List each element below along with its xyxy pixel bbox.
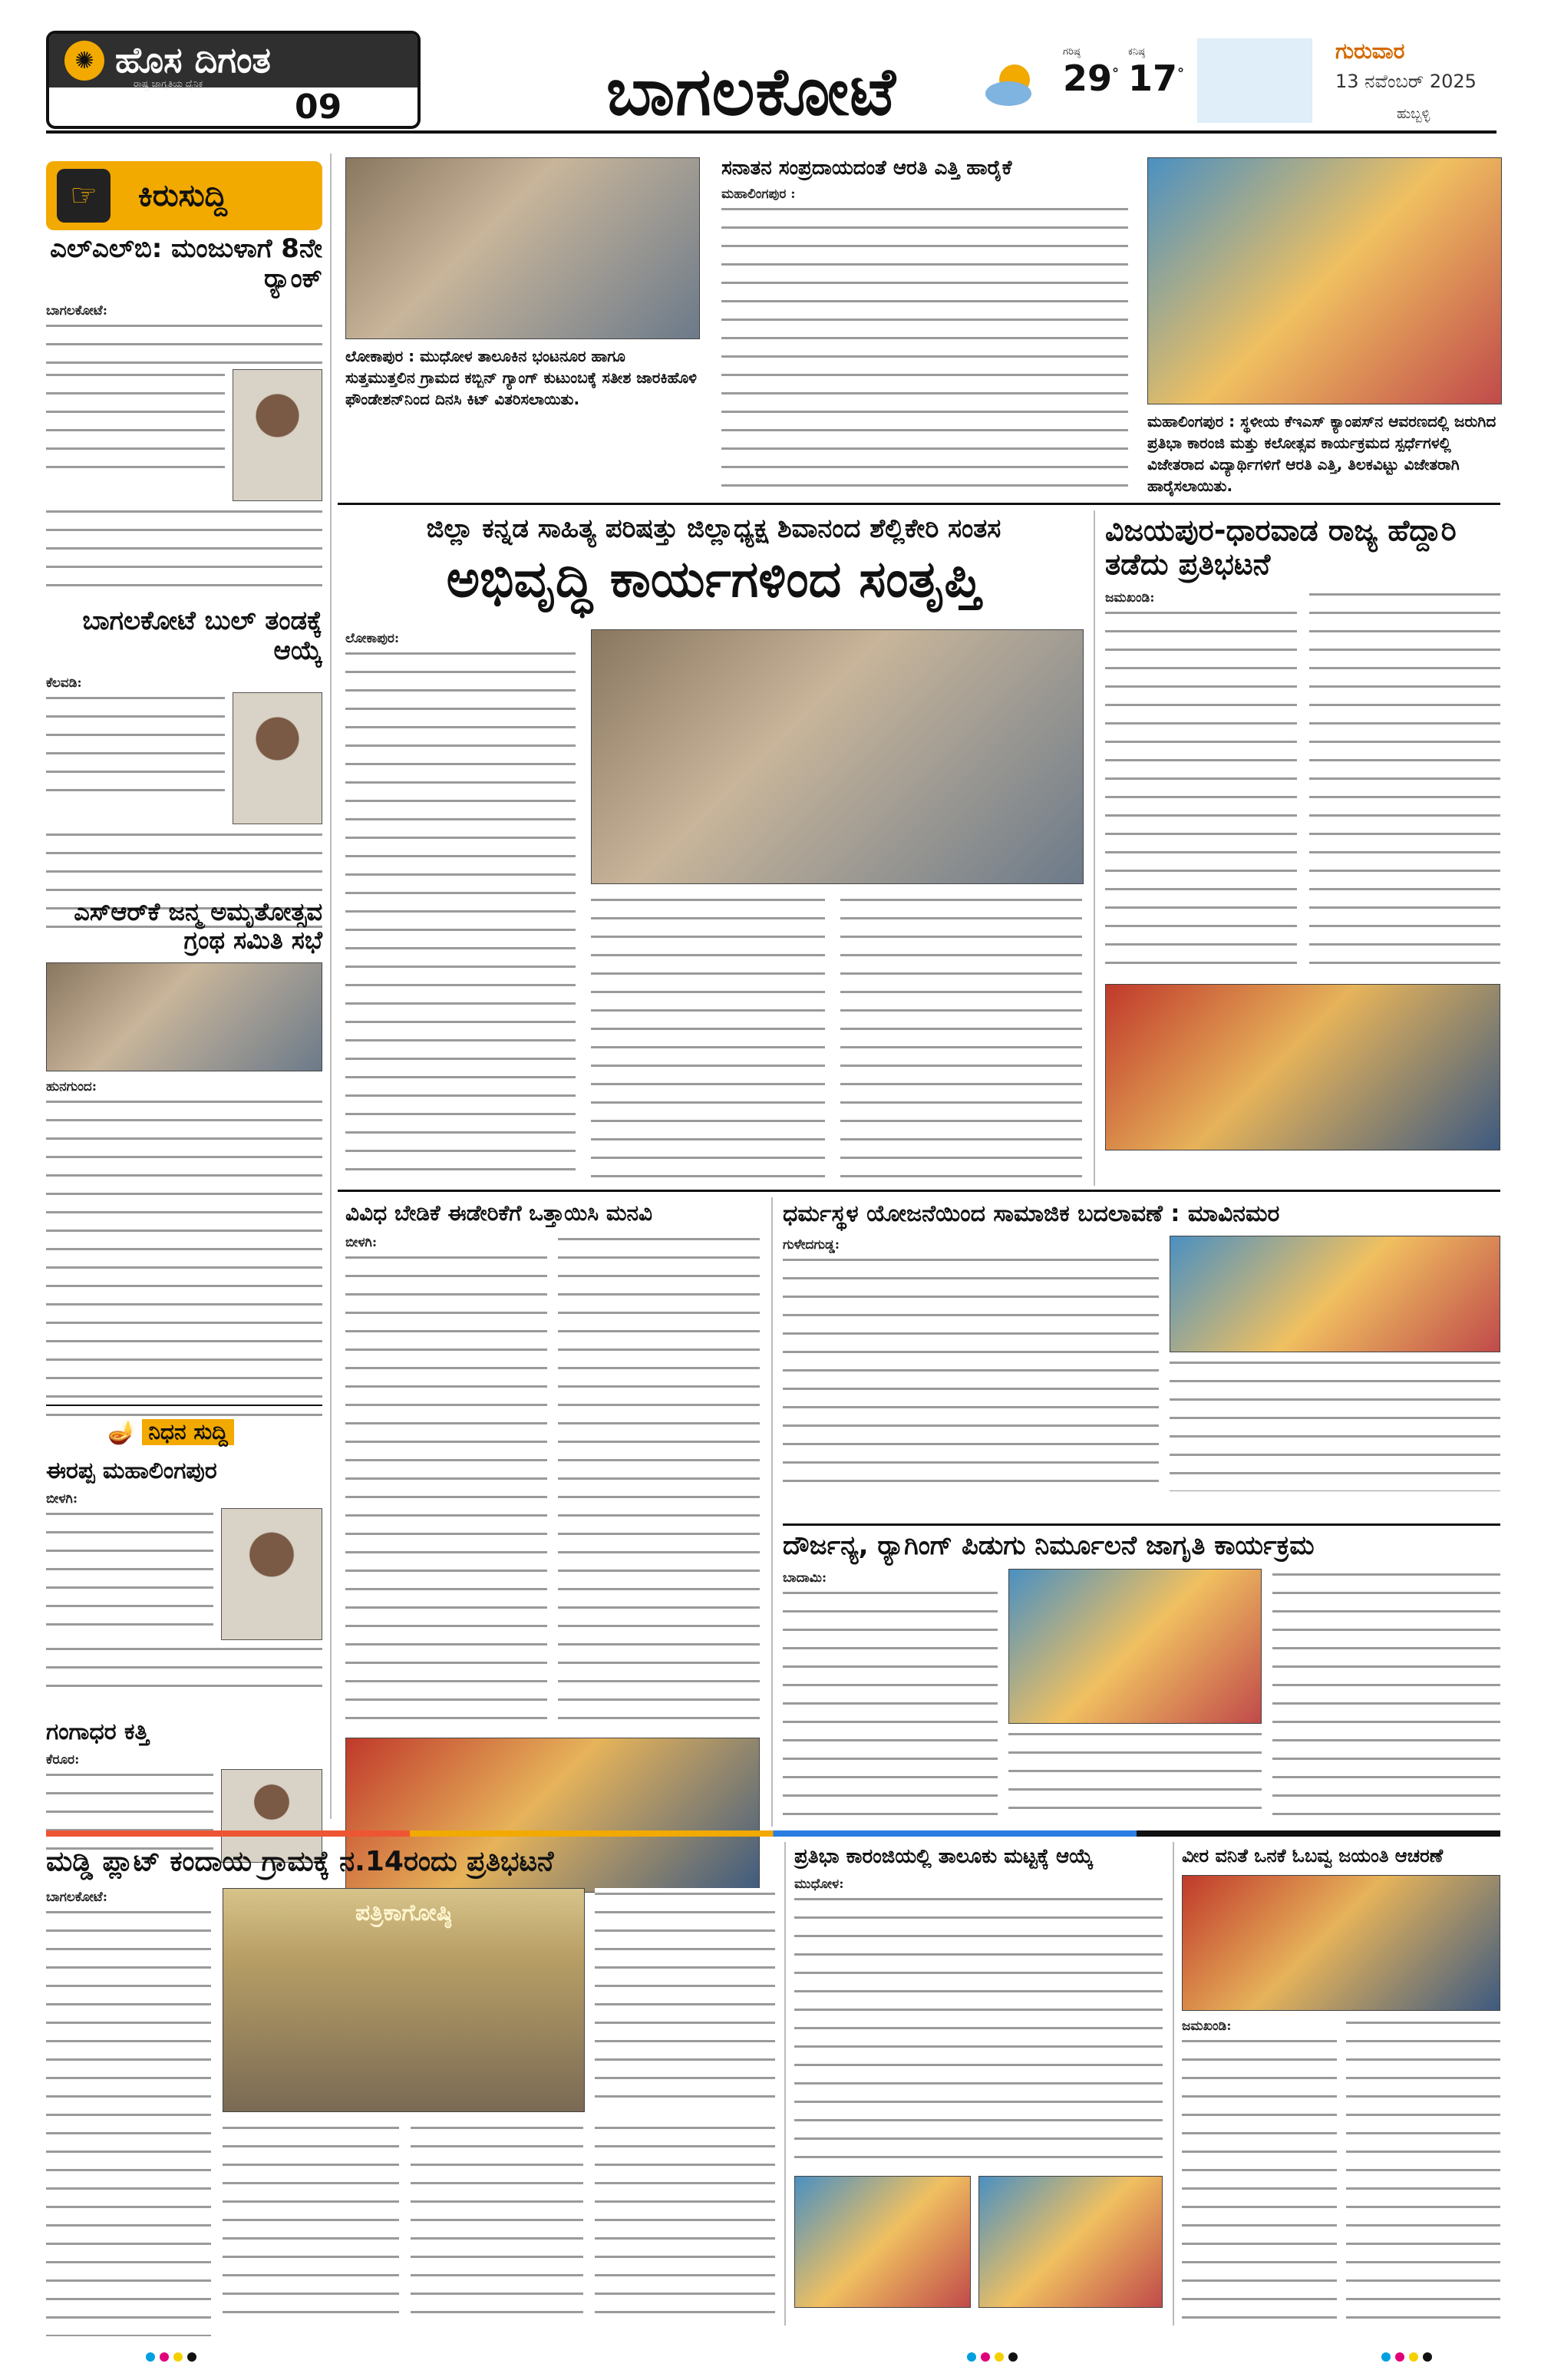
divider — [338, 503, 1500, 505]
brief-2 — [46, 606, 322, 929]
registration-marks — [967, 2352, 1018, 2362]
aarati-story: ಸನಾತನ ಸಂಪ್ರದಾಯದಂತೆ ಆರತಿ ಎತ್ತಿ ಹಾರೈಕೆ ಮಹಾಲಿಂಗಪುರ : — [721, 157, 1128, 510]
body-text — [223, 2122, 399, 2318]
lead-kicker: ಜಿಲ್ಲಾ ಕನ್ನಡ ಸಾಹಿತ್ಯ ಪರಿಷತ್ತು ಜಿಲ್ಲಾಧ್ಯಕ್ಷ ಶಿವಾನಂದ ಶೆಲ್ಲಿಕೇರಿ ಸಂತಸ — [426, 513, 1001, 544]
brief-1 — [46, 234, 322, 598]
portrait-photo — [233, 692, 322, 824]
lead-story — [345, 514, 1082, 609]
date-panel-bg — [1197, 38, 1312, 123]
news-photo-press-meet — [223, 1888, 585, 2112]
story-headline[interactable]: ಧರ್ಮಸ್ಥಳ ಯೋಜನೆಯಿಂದ ಸಾಮಾಜಿಕ ಬದಲಾವಣೆ : ಮಾವಿನಮರ — [783, 1200, 1280, 1227]
section-separator — [46, 1830, 1500, 1837]
brief-dateline: ಕೆಲವಡಿ: — [46, 675, 82, 692]
onake-story: ವೀರ ವನಿತೆ ಒನಕೆ ಓಬವ್ವ ಜಯಂತಿ ಆಚರಣೆ ಜಮಖಂಡಿ: — [1182, 1846, 1500, 2319]
brief-dateline: ಬಾಗಲಕೋಟೆ: — [46, 303, 107, 319]
maddi-story — [46, 1846, 775, 1877]
story-headline[interactable]: ವಿವಿಧ ಬೇಡಿಕೆ ಈಡೇರಿಕೆಗೆ ಒತ್ತಾಯಿಸಿ ಮನವಿ — [345, 1200, 653, 1226]
paper-logo[interactable] — [46, 31, 421, 129]
news-photo — [46, 962, 322, 1071]
registration-marks — [146, 2352, 196, 2362]
portrait-photo — [233, 369, 322, 501]
brief-title[interactable]: ಎಲ್‌ಎಲ್‌ಬಿ: ಮಂಜುಳಾಗೆ 8ನೇ ರ‍್ಯಾಂಕ್ — [50, 233, 322, 295]
story-headline[interactable]: ಸನಾತನ ಸಂಪ್ರದಾಯದಂತೆ ಆರತಿ ಎತ್ತಿ ಹಾರೈಕೆ — [721, 157, 1012, 180]
news-photo-jayanti — [1182, 1875, 1500, 2011]
edition-place: ಹುಬ್ಬಳ್ಳಿ — [1397, 106, 1430, 122]
column-rule — [1094, 510, 1095, 1186]
divider — [783, 1523, 1500, 1526]
page-number: 09 — [295, 87, 342, 127]
weather-sun-cloud-icon — [982, 54, 1044, 115]
obituary-name[interactable]: ಗಂಗಾಧರ ಕತ್ತಿ — [46, 1718, 149, 1745]
maddi-body: ಬಾಗಲಕೋಟೆ: — [46, 1888, 211, 2336]
demands-story: ವಿವಿಧ ಬೇಡಿಕೆ ಈಡೇರಿಕೆಗೆ ಒತ್ತಾಯಿಸಿ ಮನವಿ ಬೀಳಗಿ: — [345, 1201, 760, 1893]
obituary-name[interactable]: ಈರಪ್ಪ ಮಹಾಲಿಂಗಪುರ — [46, 1457, 217, 1484]
ragging-story: ದೌರ್ಜನ್ಯ, ರ‍್ಯಾಗಿಂಗ್ ಪಿಡುಗು ನಿರ್ಮೂಲನೆ ಜಾಗೃತಿ ಕಾರ್ಯಕ್ರಮ ಬಾದಾಮಿ: — [783, 1531, 1500, 1824]
pointing-hand-icon: ☞ — [57, 169, 111, 223]
column-rule — [1173, 1842, 1174, 2326]
obituary-2: ಗಂಗಾಧರ ಕತ್ತಿ ಕೆರೂರ: — [46, 1719, 322, 1863]
news-photo-rations — [345, 157, 700, 339]
masthead — [0, 0, 1541, 153]
column-rule — [784, 1842, 786, 2326]
max-temp: ಗರಿಷ್ಠ 29° — [1063, 46, 1120, 99]
news-photo-students — [1147, 157, 1502, 404]
date: 13 ನವೆಂಬರ್ 2025 — [1335, 71, 1477, 92]
lamp-icon: ✺ — [64, 41, 104, 81]
brief-dateline: ಹುನಗುಂದ: — [46, 1078, 97, 1094]
news-photo-awareness — [1008, 1569, 1262, 1724]
paper-tagline: ರಾಷ್ಟ್ರ ಜಾಗೃತಿಯ ದೈನಿಕ — [134, 78, 203, 89]
story-headline[interactable]: ವೀರ ವನಿತೆ ಒನಕೆ ಓಬವ್ವ ಜಯಂತಿ ಆಚರಣೆ — [1182, 1845, 1444, 1867]
divider — [46, 1405, 322, 1406]
lead-body-col1: ಲೋಕಾಪುರ: — [345, 629, 576, 1185]
highway-story: ವಿಜಯಪುರ-ಧಾರವಾಡ ರಾಜ್ಯ ಹೆದ್ದಾರಿ ತಡೆದು ಪ್ರತಿಭಟನೆ ಜಮಖಂಡಿ: — [1105, 514, 1500, 1150]
news-photo-event — [1170, 1236, 1500, 1352]
portrait-photo — [221, 1508, 322, 1640]
min-temp: ಕನಿಷ್ಠ 17° — [1128, 46, 1185, 99]
paper-name: ಹೊಸ ದಿಗಂತ — [115, 39, 271, 81]
date-block — [1335, 38, 1477, 122]
body-text — [591, 894, 825, 1182]
lamp-icon: 🪔 — [107, 1418, 137, 1446]
obituary-1: ಈರಪ್ಪ ಮಹಾಲಿಂಗಪುರ ಬೀಳಗಿ: — [46, 1458, 322, 1697]
brief-title[interactable]: ಬಾಗಲಕೋಟೆ ಬುಲ್ ತಂಡಕ್ಕೆ ಆಯ್ಕೆ — [82, 606, 322, 667]
news-photo-felicitation — [591, 629, 1084, 884]
weekday: ಗುರುವಾರ — [1335, 38, 1405, 64]
story-headline[interactable]: ವಿಜಯಪುರ-ಧಾರವಾಡ ರಾಜ್ಯ ಹೆದ್ದಾರಿ ತಡೆದು ಪ್ರತಿಭಟನೆ — [1105, 513, 1457, 581]
brief-title[interactable]: ಎಸ್‌ಆರ್‌ಕೆ ಜನ್ಮ ಅಮೃತೋತ್ಸವ ಗ್ರಂಥ ಸಮಿತಿ ಸಭೆ — [74, 897, 322, 955]
lead-headline[interactable]: ಅಭಿವೃದ್ಧಿ ಕಾರ್ಯಗಳಿಂದ ಸಂತೃಪ್ತಿ — [446, 550, 982, 609]
photo-caption: ಲೋಕಾಪುರ : ಮುಧೋಳ ತಾಲೂಕಿನ ಭಂಟನೂರ ಹಾಗೂ ಸುತ್ತಮುತ್ತಲಿನ ಗ್ರಾಮದ ಕಬ್ಬಿನ್ ಗ್ಯಾಂಗ್ ಕುಟುಂಬಕ್ಕೆ ಸತೀಶ ಜಾರಕಿಹೊಳಿ ಫೌಂಡೇಶನ್‌ನಿಂದ ದಿನಸಿ ಕಿಟ್ ವಿತರಿಸಲಾಯಿತು. — [345, 347, 697, 408]
dharmasthala-story: ಧರ್ಮಸ್ಥಳ ಯೋಜನೆಯಿಂದ ಸಾಮಾಜಿಕ ಬದಲಾವಣೆ : ಮಾವಿನಮರ ಗುಳೇದಗುಡ್ಡ: — [783, 1201, 1500, 1491]
story-headline[interactable]: ಮಡ್ಡಿ ಪ್ಲಾಟ್ ಕಂದಾಯ ಗ್ರಾಮಕ್ಕೆ ನ.14ರಂದು ಪ್ರತಿಭಟನೆ — [46, 1846, 554, 1877]
column-rule — [330, 153, 332, 1819]
news-photo-protest — [1105, 984, 1500, 1150]
city-name: ಬಾಗಲಕೋಟೆ — [606, 54, 896, 130]
body-text — [411, 2122, 583, 2318]
body-text — [595, 2122, 775, 2318]
banner-text: ಪತ್ರಿಕಾಗೋಷ್ಠಿ — [355, 1900, 453, 1926]
divider — [338, 1190, 1500, 1192]
story-headline[interactable]: ಪ್ರತಿಭಾ ಕಾರಂಜಿಯಲ್ಲಿ ತಾಲೂಕು ಮಟ್ಟಕ್ಕೆ ಆಯ್ಕೆ — [794, 1845, 1094, 1868]
registration-marks — [1381, 2352, 1432, 2362]
story-headline[interactable]: ದೌರ್ಜನ್ಯ, ರ‍್ಯಾಗಿಂಗ್ ಪಿಡುಗು ನಿರ್ಮೂಲನೆ ಜಾಗೃತಿ ಕಾರ್ಯಕ್ರಮ — [783, 1530, 1315, 1561]
pratibha-story: ಪ್ರತಿಭಾ ಕಾರಂಜಿಯಲ್ಲಿ ತಾಲೂಕು ಮಟ್ಟಕ್ಕೆ ಆಯ್ಕೆ ಮುಧೋಳ: — [794, 1846, 1163, 2308]
photo-caption: ಮಹಾಲಿಂಗಪುರ : ಸ್ಥಳೀಯ ಕೆಇಎಸ್ ಕ್ಯಾಂಪಸ್‌ನ ಆವರಣದಲ್ಲಿ ಜರುಗಿದ ಪ್ರತಿಭಾ ಕಾರಂಜಿ ಮತ್ತು ಕಲೋತ್ಸವ ಕಾರ್ಯಕ್ರಮದ ಸ್ಪರ್ಧೆಗಳಲ್ಲಿ ವಿಜೇತರಾದ ವಿದ್ಯಾರ್ಥಿಗಳಿಗೆ ಆರತಿ ಎತ್ತಿ, ತಿಲಕವಿಟ್ಟು ವಿಜೇತರಾಗಿ ಹಾರೈಸಲಾಯಿತು. — [1147, 412, 1496, 495]
body-text — [840, 894, 1082, 1182]
body-text — [595, 1888, 775, 2111]
column-rule — [771, 1197, 773, 1827]
nidhana-banner: 🪔 ನಿಧನ ಸುದ್ದಿ — [107, 1416, 261, 1448]
news-photo-winners-2 — [978, 2176, 1163, 2308]
brief-3 — [46, 898, 322, 1418]
news-photo-winners-1 — [794, 2176, 971, 2308]
kiru-suddi-banner: ☞ ಕಿರುಸುದ್ದಿ — [46, 161, 322, 230]
